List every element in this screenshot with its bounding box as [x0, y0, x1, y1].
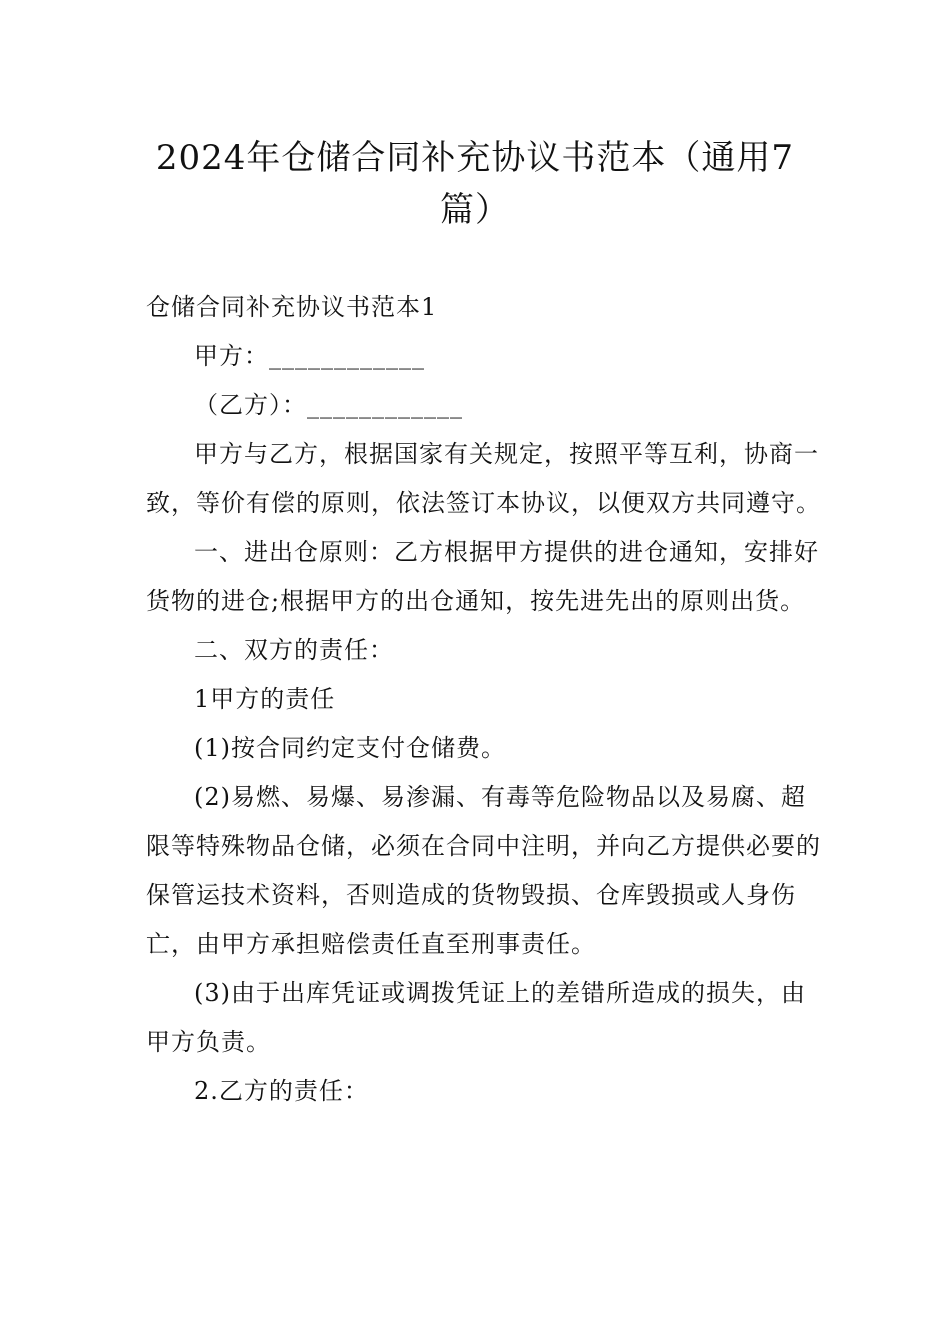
document-body: [146, 283, 824, 1116]
paragraph-party-b-responsibility-heading: 2.乙方的责任：: [194, 1077, 369, 1105]
party-b-label: （乙方）：: [194, 391, 307, 419]
paragraph-item-2: (2)易燃、易爆、易渗漏、有毒等危险物品以及易腐、超限等特殊物品仓储，必须在合同中注明，并向乙方提供必要的保管运技术资料，否则造成的货物毁损、仓库毁损或人身伤亡，由甲方承担赔偿责任直至刑事责任。: [146, 783, 821, 958]
title-line-1: 2024年仓储合同补充协议书范本（通用7: [155, 138, 795, 178]
party-a-blank: ____________: [269, 342, 425, 370]
paragraph-party-a-responsibility-heading: 1甲方的责任: [194, 685, 336, 713]
party-a-label: 甲方：: [194, 342, 269, 370]
party-a-line: [146, 332, 824, 381]
paragraph-responsibilities-heading: 二、双方的责任：: [194, 636, 394, 664]
paragraph-warehouse-principle: 一、进出仓原则：乙方根据甲方提供的进仓通知，安排好货物的进仓;根据甲方的出仓通知，按先进先出的原则出货。: [146, 538, 819, 615]
section-heading: 仓储合同补充协议书范本1: [146, 293, 438, 321]
party-b-line: [146, 381, 824, 430]
paragraph-agreement-basis: 甲方与乙方，根据国家有关规定，按照平等互利，协商一致，等价有偿的原则，依法签订本协议，以便双方共同遵守。: [146, 440, 821, 517]
paragraph-item-3: (3)由于出库凭证或调拨凭证上的差错所造成的损失，由甲方负责。: [146, 979, 806, 1056]
paragraph-item-1: (1)按合同约定支付仓储费。: [194, 734, 506, 762]
party-b-blank: ____________: [307, 391, 463, 419]
title-line-2: 篇）: [440, 190, 510, 230]
document-title: [130, 132, 820, 236]
